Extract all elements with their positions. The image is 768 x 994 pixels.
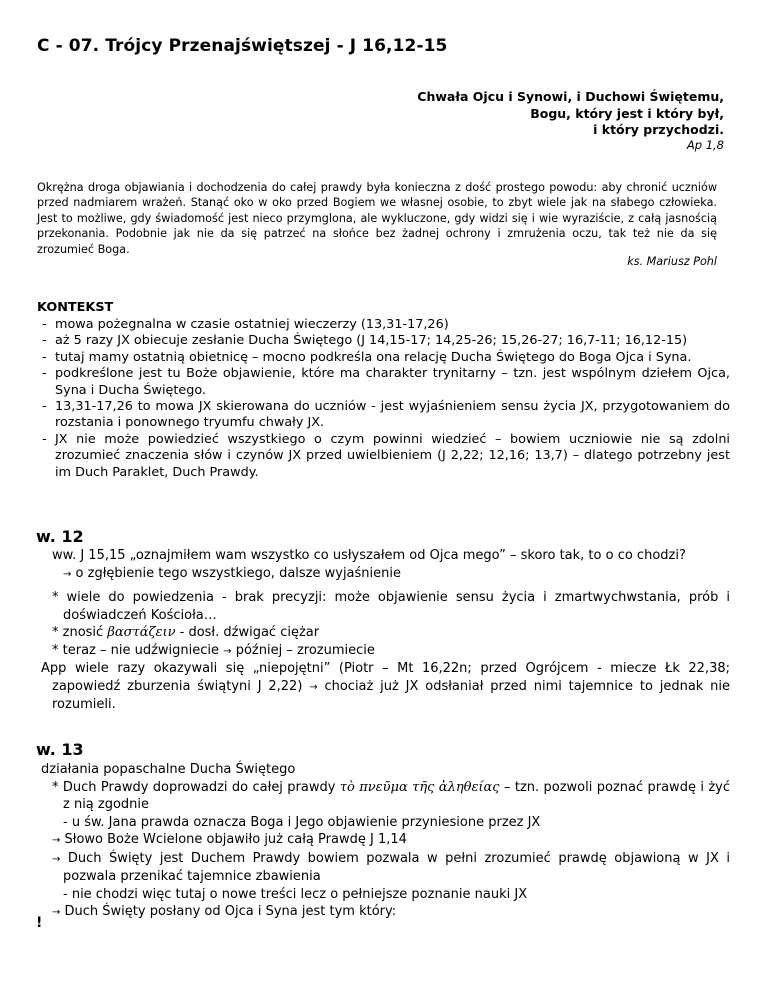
paragraph [52,831,730,850]
paragraph [52,642,730,661]
list-item: - mowa pożegnalna w czasie ostatniej wieczerzy (13,31-17,26) [37,317,730,333]
section-heading-w13: w. 13 [36,740,84,759]
paragraph: działania popaschalne Ducha Świętego [41,762,296,777]
motto-line-2: Bogu, który jest i który był, [530,105,724,121]
exclamation-icon: ! [36,915,43,931]
motto [417,89,724,139]
arrow-icon: → [309,681,318,693]
arrow-icon: → [52,853,61,865]
list-item: - tutaj mamy ostatnią obietnicę – mocno podkreśla ona relację Ducha Świętego do Boga Ojca i Syna. [37,350,730,366]
text: * znosić [52,625,108,640]
motto-line-3: i który przychodzi. [593,122,724,137]
greek-term: βαστάζειν [107,625,176,640]
arrow-icon: → [63,568,72,580]
text: Słowo Boże Wcielone objawiło już całą Prawdę J 1,14 [60,832,407,847]
motto-line-1: Chwała Ojcu i Synowi, i Duchowi Świętemu, [417,89,724,104]
paragraph [41,660,730,714]
greek-term: τὸ πνεῦμα τῆς ἀληθείας [339,779,500,795]
arrow-icon: → [223,645,232,657]
text: później – zrozumiecie [231,642,375,658]
arrow-icon: → [52,907,61,918]
text: * Duch Prawdy doprowadzi do całej prawdy [52,779,340,795]
kontekst-heading: KONTEKST [37,300,114,315]
paragraph [52,850,730,886]
text: Duch Święty posłany od Ojca i Syna jest tym który: [60,904,397,919]
text: * teraz – nie udźwigniecie [52,642,224,658]
motto-source: Ap 1,8 [686,138,724,152]
page-title: C - 07. Trójcy Przenajświętszej - J 16,12-15 [37,36,448,56]
paragraph: * wiele do powiedzenia - brak precyzji: może objawienie sensu życia i zmartwychwstania, prób i doświadczeń Kościoła… [52,590,730,623]
paragraph-sub [52,565,730,584]
section-w13 [41,761,730,922]
text: – tzn. pozwoli poznać prawdę i żyć z nią zgodnie [63,779,730,812]
sub-text: o zgłębienie tego wszystkiego, dalsze wyjaśnienie [75,565,401,581]
text: chociaż już JX odsłaniał przed nimi tajemnice to jednak nie rozumieli. [52,678,730,712]
section-heading-w12: w. 12 [36,527,84,546]
list-item: - 13,31-17,26 to mowa JX skierowana do uczniów - jest wyjaśnieniem sensu życia JX, przygotowaniem do rozstania i ponownego tryumfu chwały JX. [37,399,730,432]
paragraph [52,624,730,642]
intro-quote: Okrężna droga objawiania i dochodzenia do całej prawdy była konieczna z dość prostego powodu: aby chronić uczniów przed nadmiarem wrażeń. Stanąć oko w oko przed Bogiem we własnej osobie, to zbyt wiele jak na słabego człowieka. Jest to możliwe, gdy świadomość jest nieco przymglona, ale wykluczone, gdy widzi się i wie wyraziście, z całą jasnością przekonania. Podobnie jak nie da się patrzeć na słońce bez żadnej ochrony i zmrużenia oczu, tak też nie da się zrozumieć Boga. [37,181,717,256]
list-item: - JX nie może powiedzieć wszystkiego o czym powinni wiedzieć – bowiem uczniowie nie są zdolni zrozumieć znaczenia słów i czynów JX przed uwielbieniem (J 2,22; 12,16; 13,7) – dlatego potrzebny jest im Duch Paraklet, Duch Prawdy. [37,432,730,481]
paragraph [52,903,730,922]
paragraph: ww. J 15,15 „oznajmiłem wam wszystko co usłyszałem od Ojca mego” – skoro tak, to o co chodzi? [52,548,686,563]
text: App wiele razy okazywali się „niepojętni” (Piotr – Mt 16,22n; przed Ogrójcem - miecze Łk 22,38; zapowiedź zburzenia świątyni J 2,22) [41,661,730,694]
paragraph-sub: - u św. Jana prawda oznacza Boga i Jego objawienie przyniesione przez JX [63,814,541,830]
list-item: - aż 5 razy JX obiecuje zesłanie Ducha Świętego (J 14,15-17; 14,25-26; 15,26-27; 16,7-11; 16,12-15) [37,333,730,349]
paragraph-sub: - nie chodzi więc tutaj o nowe treści lecz o pełniejsze poznanie nauki JX [63,886,528,902]
list-item: - podkreślone jest tu Boże objawienie, które ma charakter trynitarny – tzn. jest wspólnym dziełem Ojca, Syna i Ducha Świętego. [37,366,730,399]
arrow-icon: → [52,835,61,846]
text: - dosł. dźwigać ciężar [175,625,320,640]
quote-author: ks. Mariusz Pohl [627,255,717,268]
paragraph [52,779,730,814]
section-w12 [41,547,730,714]
kontekst-list [37,317,730,481]
text: Duch Święty jest Duchem Prawdy bowiem pozwala w pełni zrozumieć prawdę objawioną w JX i pozwala przenikać tajemnice zbawienia [60,850,730,884]
